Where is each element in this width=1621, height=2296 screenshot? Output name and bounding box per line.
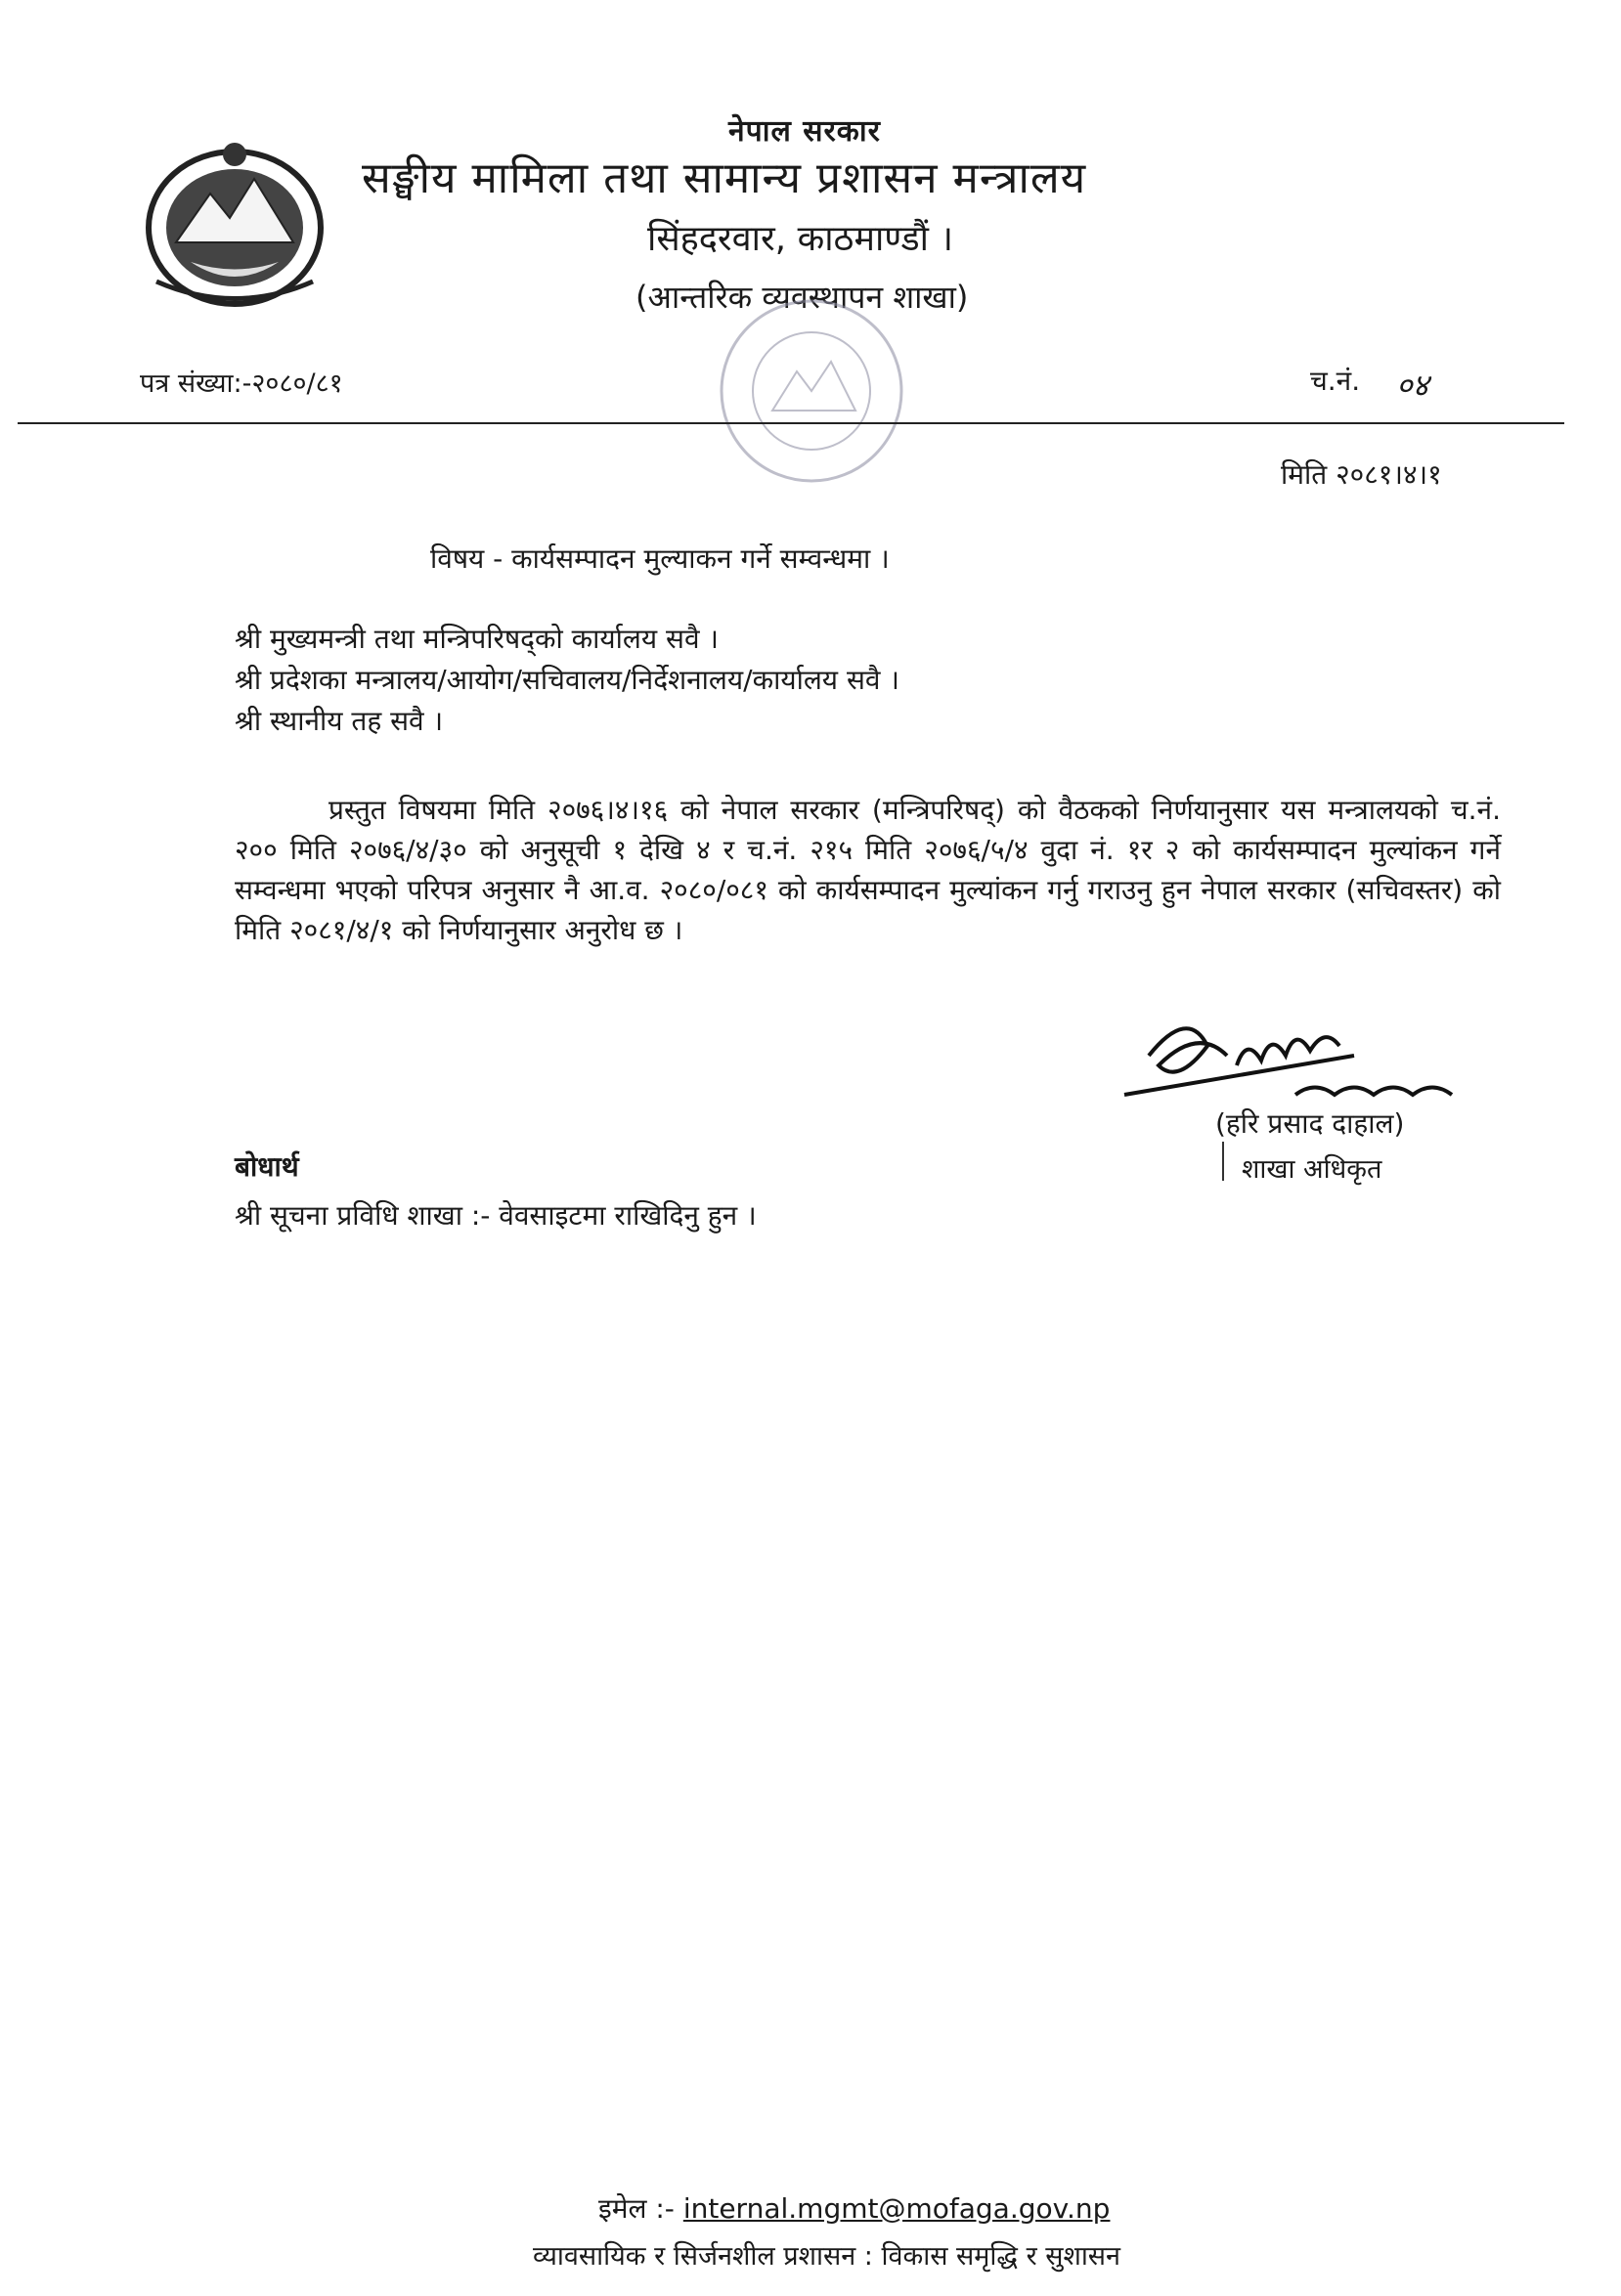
cc-heading: बोधार्थ	[235, 1150, 299, 1183]
nepal-government-emblem	[137, 135, 332, 315]
dispatch-label: च.नं.	[1310, 365, 1361, 397]
letter-number: पत्र संख्या:-२०८०/८१	[140, 368, 343, 399]
ministry-name: सङ्घीय मामिला तथा सामान्य प्रशासन मन्त्रालय	[362, 153, 1087, 203]
recipient-line: श्री प्रदेशका मन्त्रालय/आयोग/सचिवालय/निर्देशनालय/कार्यालय सवै ।	[235, 664, 899, 696]
signatory-bracket	[1222, 1142, 1227, 1181]
footer-slogan: व्यावसायिक र सिर्जनशील प्रशासन : विकास समृद्धि र सुशासन	[533, 2241, 1121, 2272]
recipient-line: श्री मुख्यमन्त्री तथा मन्त्रिपरिषद्को कार्यालय सवै ।	[235, 623, 720, 655]
government-name: नेपाल सरकार	[728, 114, 881, 149]
handwritten-signature	[1119, 987, 1491, 1118]
signature-icon	[1119, 987, 1491, 1114]
branch-name: (आन्तरिक व्यवस्थापन शाखा)	[635, 279, 969, 316]
email-label: इमेल :-	[598, 2192, 675, 2225]
email-link[interactable]: internal.mgmt@mofaga.gov.np	[682, 2192, 1111, 2225]
footer-email	[598, 2189, 1110, 2227]
ministry-address: सिंहदरवार, काठमाण्डौं ।	[647, 219, 954, 259]
body-paragraph: प्रस्तुत विषयमा मिति २०७६।४।१६ को नेपाल सरकार (मन्त्रिपरिषद्) को वैठकको निर्णयानुसार यस मन्त्रालयको च.नं. २०० मिति २०७६/४/३० को अनुसूची १ देखि ४ र च.नं. २१५ मिति २०७६/५/४ वुदा नं. १र २ को कार्यसम्पादन मुल्यांकन गर्ने सम्वन्धमा भएको परिपत्र अनुसार नै आ.व. २०८०/०८१ को कार्यसम्पादन मुल्यांकन गर्नु गराउनु हुन नेपाल सरकार (सचिवस्तर) को मिति २०८१/४/१ को निर्णयानुसार अनुरोध छ ।	[235, 794, 1501, 946]
office-stamp	[684, 293, 939, 493]
header-divider	[18, 422, 1564, 424]
signatory-name: (हरि प्रसाद दाहाल)	[1215, 1107, 1405, 1140]
emblem-icon	[137, 135, 332, 311]
letter-date: मिति २०८१।४।१	[1281, 458, 1442, 491]
dispatch-number: ०४	[1396, 367, 1429, 404]
subject-line: विषय - कार्यसम्पादन मुल्याकन गर्ने सम्वन्धमा ।	[430, 542, 890, 575]
signatory-title: शाखा अधिकृत	[1242, 1154, 1382, 1185]
recipient-line: श्री स्थानीय तह सवै ।	[235, 705, 444, 737]
cc-recipient: श्री सूचना प्रविधि शाखा :- वेवसाइटमा राखिदिनु हुन ।	[235, 1199, 757, 1232]
stamp-icon	[684, 293, 939, 489]
